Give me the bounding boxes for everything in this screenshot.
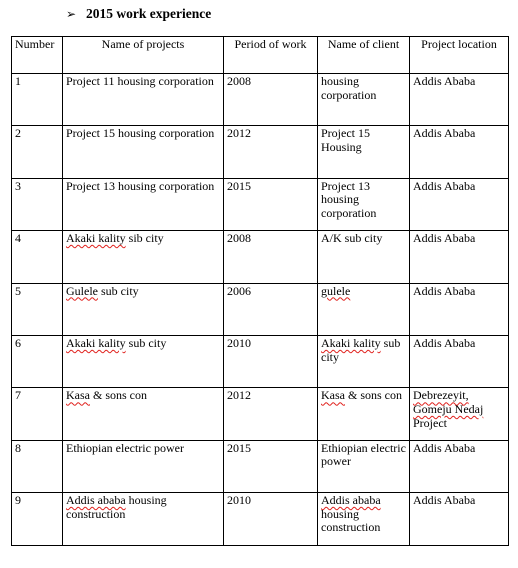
column-header-number: Number — [12, 37, 63, 74]
cell-text-segment: Project 13 housing corporation — [66, 178, 215, 193]
cell-project — [63, 231, 224, 283]
cell-number: 8 — [12, 440, 63, 492]
table-header-row — [12, 37, 509, 74]
cell-project — [63, 335, 224, 387]
cell-period: 2008 — [224, 231, 318, 283]
arrow-bullet-icon: ➢ — [66, 6, 77, 21]
cell-period: 2010 — [224, 493, 318, 545]
cell-text-segment: sub city — [321, 335, 401, 364]
cell-project — [63, 283, 224, 335]
work-experience-table — [11, 36, 509, 546]
cell-location — [410, 493, 509, 545]
column-header-period: Period of work — [224, 37, 318, 74]
section-heading — [66, 5, 211, 23]
column-header-client: Name of client — [318, 37, 410, 74]
cell-project — [63, 126, 224, 178]
cell-number: 9 — [12, 493, 63, 545]
cell-text-segment: Akaki kality — [66, 231, 126, 246]
cell-text-segment: Project 11 housing corporation — [66, 74, 214, 88]
cell-text-segment: Akaki kality — [66, 335, 126, 350]
cell-text-segment: Addis Ababa — [413, 178, 476, 193]
cell-text-segment: Ethiopian electric power — [321, 440, 406, 469]
cell-text-segment: housing construction — [321, 506, 381, 535]
cell-text-segment: gulele — [321, 283, 351, 298]
cell-text-segment: Gulele — [66, 283, 98, 298]
cell-location — [410, 388, 509, 440]
cell-period: 2010 — [224, 335, 318, 387]
cell-location — [410, 126, 509, 178]
table-row — [12, 335, 509, 387]
cell-client — [318, 74, 410, 126]
cell-location — [410, 440, 509, 492]
cell-text-segment: Addis Ababa — [413, 74, 476, 88]
cell-text-segment: housing construction — [66, 493, 167, 521]
cell-client — [318, 178, 410, 230]
table-row — [12, 283, 509, 335]
cell-project — [63, 440, 224, 492]
cell-text-segment: Project 13 housing corporation — [321, 178, 377, 220]
column-header-location: Project location — [410, 37, 509, 74]
cell-period: 2012 — [224, 388, 318, 440]
cell-text-segment: Addis Ababa — [413, 231, 476, 246]
cell-project — [63, 388, 224, 440]
cell-period: 2008 — [224, 74, 318, 126]
cell-text-segment: sib city — [125, 231, 164, 246]
table-row — [12, 126, 509, 178]
column-header-project: Name of projects — [63, 37, 224, 74]
cell-text-segment: Addis Ababa — [413, 283, 476, 298]
cell-number: 5 — [12, 283, 63, 335]
cell-text-segment: Ethiopian electric power — [66, 440, 184, 455]
table-row — [12, 388, 509, 440]
cell-text-segment: Kasa — [66, 388, 90, 403]
cell-text-segment: Addis ababa — [66, 493, 126, 508]
cell-text-segment: sub city — [98, 283, 139, 298]
cell-period: 2006 — [224, 283, 318, 335]
cell-location — [410, 335, 509, 387]
cell-text-segment: Addis Ababa — [413, 493, 476, 508]
cell-text-segment: Akaki kality — [321, 335, 381, 350]
cell-text-segment: Addis Ababa — [413, 126, 476, 141]
cell-text-segment: Addis ababa — [321, 493, 381, 508]
cell-client — [318, 493, 410, 545]
section-title: 2015 work experience — [86, 6, 212, 21]
cell-text-segment: housing corporation — [321, 74, 377, 102]
cell-text-segment: & sons con — [345, 388, 402, 403]
cell-text-segment: Kasa — [321, 388, 345, 403]
cell-client — [318, 126, 410, 178]
table-body — [12, 74, 509, 546]
cell-project — [63, 74, 224, 126]
cell-text-segment: Addis Ababa — [413, 440, 476, 455]
cell-number: 4 — [12, 231, 63, 283]
cell-text-segment: Debrezeyit, — [413, 388, 469, 403]
cell-number: 3 — [12, 178, 63, 230]
cell-location — [410, 231, 509, 283]
cell-text-segment: & sons con — [90, 388, 147, 403]
cell-number: 6 — [12, 335, 63, 387]
cell-number: 2 — [12, 126, 63, 178]
cell-period: 2015 — [224, 178, 318, 230]
cell-text-segment: A/K sub city — [321, 231, 383, 246]
table-row — [12, 74, 509, 126]
cell-project — [63, 493, 224, 545]
cell-project — [63, 178, 224, 230]
cell-text-segment: Project 15 housing corporation — [66, 126, 215, 141]
cell-client — [318, 283, 410, 335]
table-row — [12, 493, 509, 545]
cell-client — [318, 388, 410, 440]
cell-period: 2015 — [224, 440, 318, 492]
cell-client — [318, 231, 410, 283]
cell-location — [410, 178, 509, 230]
cell-text-segment: sub city — [125, 335, 167, 350]
cell-number: 7 — [12, 388, 63, 440]
cell-client — [318, 440, 410, 492]
cell-text-segment: Project — [413, 415, 447, 430]
cell-text-segment: Gomeju Nedaj — [413, 401, 484, 416]
cell-number: 1 — [12, 74, 63, 126]
cell-location — [410, 283, 509, 335]
table-row — [12, 231, 509, 283]
cell-client — [318, 335, 410, 387]
cell-location — [410, 74, 509, 126]
cell-text-segment: Addis Ababa — [413, 335, 476, 350]
cell-text-segment: Project 15 Housing — [321, 126, 370, 154]
cell-period: 2012 — [224, 126, 318, 178]
table-row — [12, 440, 509, 492]
table-row — [12, 178, 509, 230]
